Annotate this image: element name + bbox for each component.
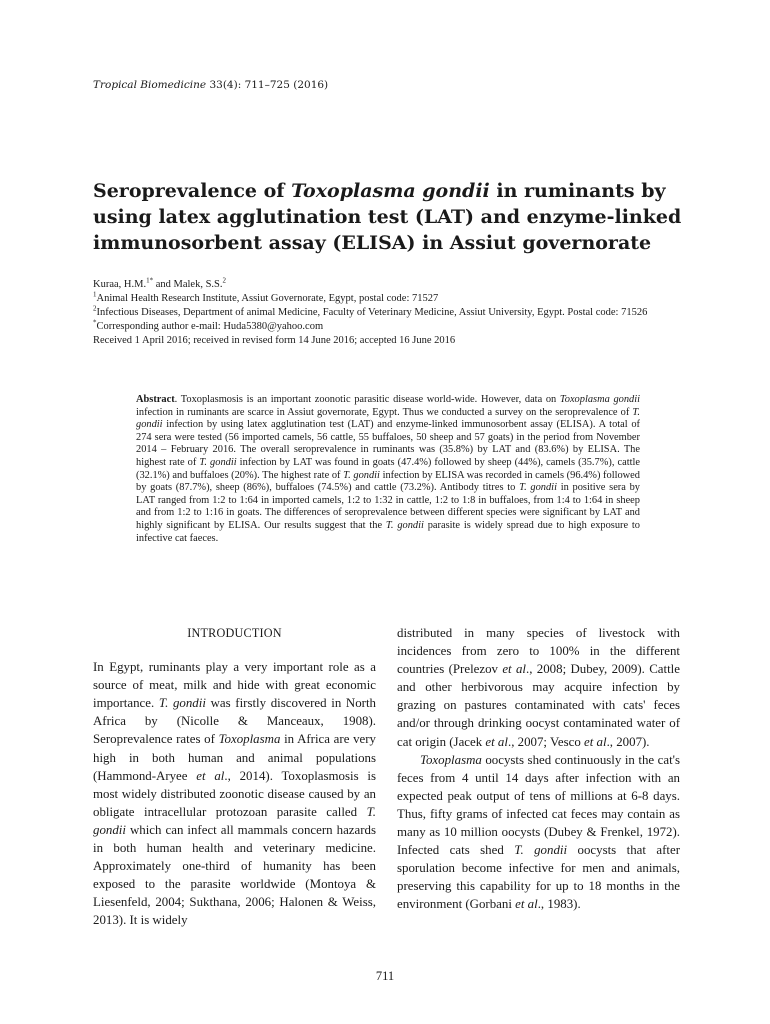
title-part: Seroprevalence of xyxy=(93,180,292,202)
abstract-italic: T. gondii xyxy=(519,482,557,494)
abstract-italic: T. gondii xyxy=(199,456,237,468)
affiliation-text: Animal Health Research Institute, Assiut Governorate, Egypt, postal code: 71527 xyxy=(96,293,439,304)
abstract-text: . Toxoplasmosis is an important zoonotic parasitic disease world-wide. However, data on xyxy=(174,394,560,405)
right-column xyxy=(397,624,680,914)
abstract-text: infection by LAT was found in goats (47.4%) followed by sheep (44%), camels (35.7%), cattle (32.1%) and buffaloes (20%). The highest rate of xyxy=(136,456,640,481)
body-italic: et al xyxy=(485,734,508,749)
author-name: and Malek, S.S. xyxy=(153,279,223,290)
journal-citation xyxy=(93,79,328,91)
author-sup: 1* xyxy=(146,276,154,285)
abstract-italic: T. gondii xyxy=(385,519,424,531)
body-text: ., 2007). xyxy=(606,734,650,749)
section-heading: INTRODUCTION xyxy=(187,626,282,640)
body-italic: T. gondii xyxy=(158,696,206,711)
corresponding-sup: * xyxy=(93,318,97,327)
intro-paragraph xyxy=(93,658,376,929)
received-dates: Received 1 April 2016; received in revised form 14 June 2016; accepted 16 June 2016 xyxy=(93,335,456,346)
body-italic: et al xyxy=(502,662,526,677)
body-text: oocysts that after sporulation become infective for men and animals, preserving this capability for up to 18 months in the environment (Gorbani xyxy=(397,843,681,912)
page-number: 711 xyxy=(375,969,395,983)
body-text: ., 2007; Vesco xyxy=(507,734,584,749)
body-text: ., 2014). Toxoplasmosis is most widely distributed zoonotic disease caused by an obligate intracellular protozoan parasite called xyxy=(93,768,376,819)
body-text: in Africa are very high in both human and animal populations (Hammond-Aryee xyxy=(93,732,377,783)
abstract-italic: T. gondii xyxy=(136,406,640,431)
abstract xyxy=(136,394,640,545)
body-italic: et al xyxy=(584,734,607,749)
body-text: ., 1983). xyxy=(537,897,581,912)
title-part: in ruminants by using latex agglutination test (LAT) and enzyme-linked immunosorbent assay (ELISA) in Assiut governorate xyxy=(93,180,682,254)
abstract-text: infection in ruminants are scarce in Assiut governorate, Egypt. Thus we conducted a survey on the seroprevalence of xyxy=(136,406,633,418)
body-italic: Toxoplasma xyxy=(218,732,281,747)
body-text: In Egypt, ruminants play a very important role as a source of meat, milk and hide with great economic importance. xyxy=(93,660,376,711)
abstract-italic: T. gondii xyxy=(343,469,380,481)
body-text: ., 2008; Dubey, 2009). Cattle and other herbivorous may acquire infection by grazing on pastures contaminated with cats' feces and/or through drinking oocyst contaminated water of cat origin (Jacek xyxy=(397,662,680,749)
body-italic: T. gondii xyxy=(514,843,568,858)
body-text: distributed in many species of livestock with incidences from zero to 100% in the different countries (Prelezov xyxy=(397,626,680,677)
affiliation-sup: 1 xyxy=(93,290,97,299)
affiliation-sup: 2 xyxy=(93,304,97,313)
body-italic: et al xyxy=(196,768,225,783)
affiliation-2 xyxy=(93,306,683,320)
abstract-text: infection by ELISA was recorded in camels (96.4%) followed by goats (87.7%), sheep (86%), buffaloes (74.5%) and cattle (73.2%). Antibody titres to xyxy=(136,469,640,494)
title-species: Toxoplasma gondii xyxy=(291,180,490,202)
body-text: oocysts shed continuously in the cat's feces from 4 until 14 days after infection with an expected peak output of tens of millions at 6-8 days. Thus, fifty grams of infected cat feces may contain as many as 10 million oocysts (Dubey & Frenkel, 1972). Infected cats shed xyxy=(397,752,680,858)
body-text: which can infect all mammals concern hazards in both human health and veterinary medicine. Approximately one-third of humanity has been exposed to the parasite worldwide (Montoya & Liesenfeld, 2004; Sukthana, 2006; Halonen & Weiss, 2013). It is widely xyxy=(93,822,376,928)
affiliation-text: Infectious Diseases, Department of animal Medicine, Faculty of Veterinary Medicine, Assiut University, Egypt. Postal code: 71526 xyxy=(96,307,648,318)
body-text: was firstly discovered in North Africa by (Nicolle & Manceaux, 1908). Seroprevalence rates of xyxy=(93,696,376,747)
abstract-lead: Abstract xyxy=(136,394,175,405)
body-paragraph xyxy=(397,624,680,751)
abstract-text: parasite is widely spread due to high exposure to infective cat faeces. xyxy=(136,519,640,544)
left-column xyxy=(93,624,376,930)
body-italic: T. gondii xyxy=(93,804,376,837)
body-italic: et al xyxy=(515,897,538,912)
affiliation-1 xyxy=(93,292,683,306)
author-block xyxy=(93,278,683,348)
journal-name: Tropical Biomedicine xyxy=(93,79,207,91)
corresponding-author xyxy=(93,320,683,334)
body-italic: Toxoplasma xyxy=(420,752,482,767)
abstract-text: infection by using latex agglutination test (LAT) and enzyme-linked immunosorbent assay (ELISA). A total of 274 sera were tested (56 imported camels, 56 cattle, 55 buffaloes, 50 sheep and 57 goats) in the period from November 2014 – February 2016. The overall seroprevalence in ruminants was (35.8%) by LAT and (83.6%) by ELISA. The highest rate of xyxy=(136,419,640,468)
corresponding-text: Corresponding author e-mail: Huda5380@yahoo.com xyxy=(96,321,324,332)
journal-issue: 33(4): 711–725 (2016) xyxy=(206,79,329,91)
body-paragraph xyxy=(397,751,680,914)
abstract-text: in positive sera by LAT ranged from 1:2 to 1:64 in imported camels, 1:2 to 1:32 in cattle, 1:2 to 1:8 in buffaloes, from 1:4 to 1:64 in sheep and from 1:2 to 1:16 in goats. The differences of seroprevalence between different species were significant by LAT and highly significant by ELISA. Our results suggest that the xyxy=(136,482,641,531)
author-sup: 2 xyxy=(222,276,226,285)
author-names xyxy=(93,278,683,292)
author-name: Kuraa, H.M. xyxy=(93,279,147,290)
article-title xyxy=(93,178,683,256)
abstract-italic: Toxoplasma gondii xyxy=(559,394,640,405)
